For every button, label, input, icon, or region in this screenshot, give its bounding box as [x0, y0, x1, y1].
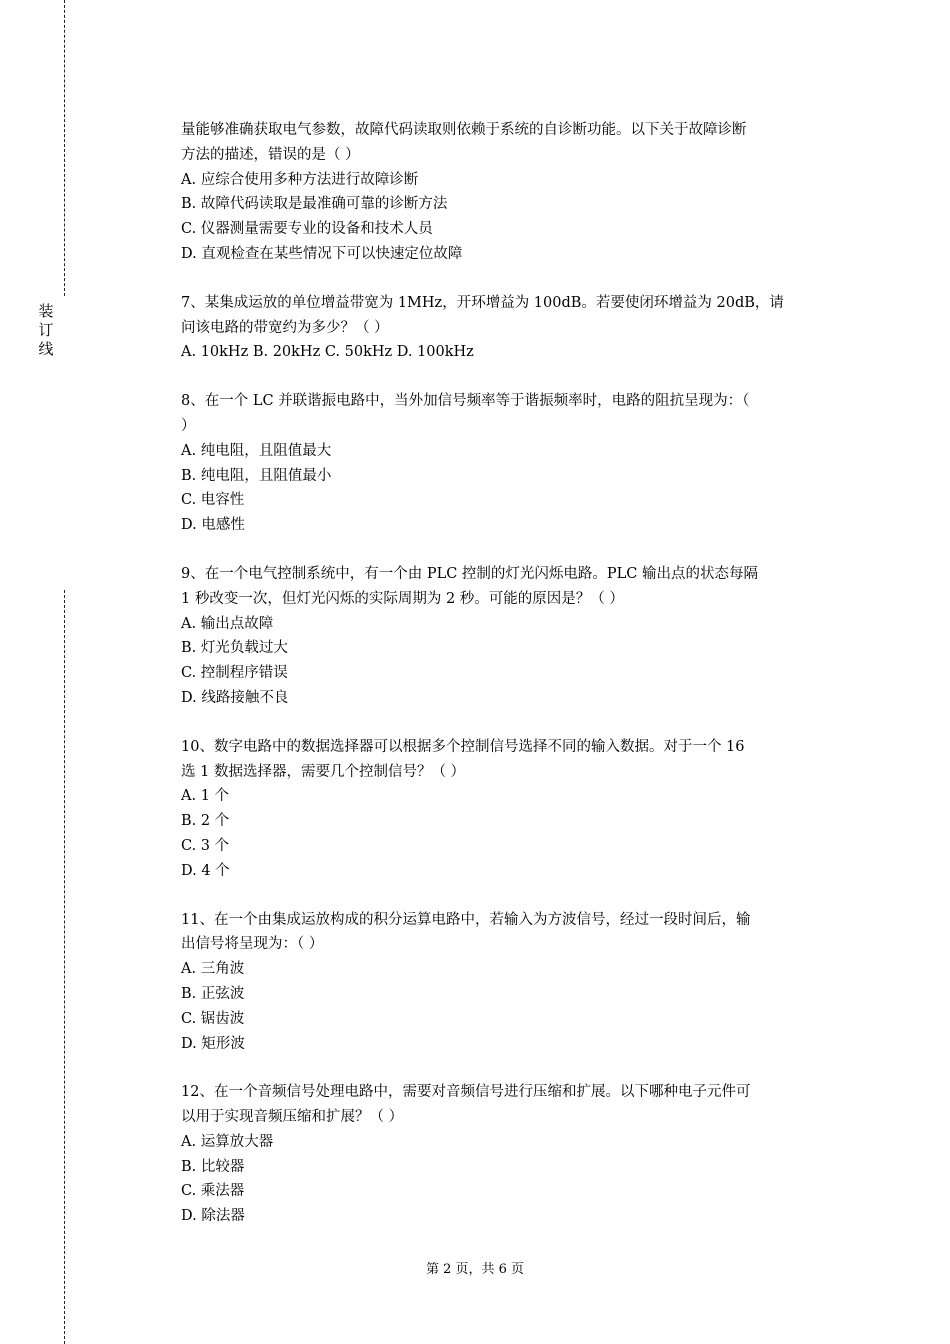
question-text-line: 11、在一个由集成运放构成的积分运算电路中，若输入为方波信号，经过一段时间后，输 — [181, 911, 751, 928]
option-c: C. 仪器测量需要专业的设备和技术人员 — [181, 221, 433, 238]
question-text-line: 方法的描述，错误的是（ ） — [181, 146, 360, 163]
question-6-continued — [181, 118, 839, 267]
question-11 — [181, 908, 839, 1057]
binding-line-bottom — [64, 590, 65, 1344]
question-7 — [181, 291, 839, 365]
question-text-line: 量能够准确获取电气参数，故障代码读取则依赖于系统的自诊断功能。以下关于故障诊断 — [181, 122, 747, 138]
option-d: D. 线路接触不良 — [181, 689, 289, 706]
question-text-line: 选 1 数据选择器，需要几个控制信号？（ ） — [181, 763, 466, 780]
question-text-line: 出信号将呈现为：（ ） — [181, 936, 324, 953]
option-d: D. 4 个 — [181, 862, 230, 879]
option-d: D. 电感性 — [181, 517, 245, 534]
question-8 — [181, 389, 839, 538]
option-a: A. 纯电阻，且阻值最大 — [181, 442, 332, 459]
options-inline: A. 10kHz B. 20kHz C. 50kHz D. 100kHz — [181, 344, 474, 361]
option-b: B. 故障代码读取是最准确可靠的诊断方法 — [181, 196, 448, 213]
question-text-line: 以用于实现音频压缩和扩展？（ ） — [181, 1109, 404, 1126]
option-b: B. 比较器 — [181, 1158, 245, 1175]
question-text-line: ） — [181, 417, 196, 434]
binding-line-top — [64, 0, 65, 296]
question-text-line: 8、在一个 LC 并联谐振电路中，当外加信号频率等于谐振频率时，电路的阻抗呈现为：（ — [181, 393, 750, 410]
option-a: A. 三角波 — [181, 961, 245, 978]
question-12 — [181, 1080, 839, 1229]
question-text-line: 1 秒改变一次，但灯光闪烁的实际周期为 2 秒。可能的原因是？（ ） — [181, 590, 624, 607]
option-a: A. 应综合使用多种方法进行故障诊断 — [181, 171, 419, 188]
option-c: C. 锯齿波 — [181, 1010, 245, 1027]
option-a: A. 运算放大器 — [181, 1133, 274, 1150]
option-c: C. 控制程序错误 — [181, 665, 288, 682]
option-d: D. 除法器 — [181, 1208, 245, 1225]
option-c: C. 电容性 — [181, 492, 245, 509]
question-9 — [181, 562, 839, 711]
page-number: 第 2 页，共 6 页 — [425, 1262, 525, 1277]
option-b: B. 纯电阻，且阻值最小 — [181, 467, 332, 484]
option-d: D. 矩形波 — [181, 1035, 245, 1052]
option-b: B. 正弦波 — [181, 985, 245, 1002]
option-d: D. 直观检查在某些情况下可以快速定位故障 — [181, 245, 463, 262]
question-list — [181, 118, 839, 1253]
question-text-line: 10、数字电路中的数据选择器可以根据多个控制信号选择不同的输入数据。对于一个 16 — [181, 738, 745, 755]
question-10 — [181, 735, 839, 884]
option-b: B. 2 个 — [181, 813, 230, 830]
question-text-line: 12、在一个音频信号处理电路中，需要对音频信号进行压缩和扩展。以下哪种电子元件可 — [181, 1084, 751, 1101]
question-text-line: 9、在一个电气控制系统中，有一个由 PLC 控制的灯光闪烁电路。PLC 输出点的状态每隔 — [181, 565, 759, 582]
option-b: B. 灯光负载过大 — [181, 640, 288, 657]
option-a: A. 1 个 — [181, 788, 230, 805]
question-text-line: 7、某集成运放的单位增益带宽为 1MHz，开环增益为 100dB。若要使闭环增益为 20dB，请 — [181, 294, 784, 311]
option-a: A. 输出点故障 — [181, 615, 274, 632]
binding-label: 装订线 — [38, 302, 54, 358]
option-c: C. 乘法器 — [181, 1183, 245, 1200]
question-text-line: 问该电路的带宽约为多少？（ ） — [181, 319, 389, 336]
option-c: C. 3 个 — [181, 837, 230, 854]
